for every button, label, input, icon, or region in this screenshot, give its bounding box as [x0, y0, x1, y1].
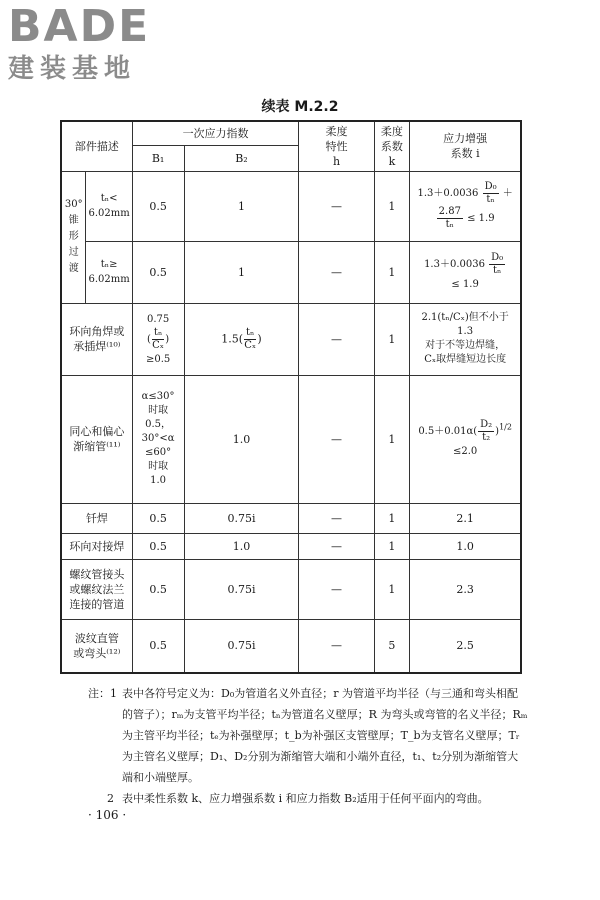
fillet-b1-frac	[152, 327, 164, 352]
cone2-i	[410, 241, 521, 303]
cone1-h: —	[299, 171, 374, 241]
reducer-i: 0.5＋0.01α( $\frac{\text{D₂}}{\text{t₂}}$ )$^{1/2}$ ≤2.0	[410, 375, 521, 503]
note-1-label: 注：1	[88, 687, 117, 700]
cone1-i-plus: ＋	[502, 188, 513, 199]
fillet-b1: 0.75 ( $\frac{\text{tₙ}}{\text{Cₓ}}$ ) ≥0.5	[132, 303, 184, 375]
cone1-condition: tₙ< 6.02mm	[86, 171, 132, 241]
logo-word: BADE	[8, 1, 151, 52]
fillet-k: 1	[374, 303, 410, 375]
corrugated-b1: 0.5	[132, 619, 184, 673]
frac-num: 2.87	[438, 206, 461, 217]
header-b2: B₂	[184, 145, 299, 171]
corrugated-h: —	[299, 619, 374, 673]
fillet-h: —	[299, 303, 374, 375]
cone2-i-frac	[489, 252, 505, 277]
reducer-i-tail: ≤2.0	[452, 446, 478, 457]
reducer-b2: 1.0	[184, 375, 299, 503]
header-b1: B₁	[132, 145, 184, 171]
cone2-condition: tₙ≥ 6.02mm	[86, 241, 132, 303]
note-2-label: 2	[107, 792, 114, 805]
butt-b2: 1.0	[184, 533, 299, 559]
frac-num: D₀	[491, 252, 504, 263]
fillet-b1-top: 0.75	[146, 313, 170, 325]
cone1-b2: 1	[184, 171, 299, 241]
logo-subtitle: 建装基地	[8, 54, 137, 84]
cone2-b2: 1	[184, 241, 299, 303]
header-flex-coef: 柔度 系数 k	[374, 121, 410, 171]
cone-label: 30° 锥 形 过 渡	[61, 171, 86, 303]
brazed-b1: 0.5	[132, 503, 184, 533]
reducer-h: —	[299, 375, 374, 503]
corrugated-desc: 波纹直管 或弯头⁽¹²⁾	[61, 619, 132, 673]
header-primary-stress: 一次应力指数	[132, 121, 299, 145]
reducer-k: 1	[374, 375, 410, 503]
brazed-b2: 0.75i	[184, 503, 299, 533]
header-flex-char: 柔度 特性 h	[299, 121, 374, 171]
fillet-b2-frac	[244, 327, 256, 352]
threaded-b2: 0.75i	[184, 559, 299, 619]
cone2-i-pre: 1.3＋0.0036	[424, 259, 485, 270]
cone1-i	[410, 171, 521, 241]
stress-index-table	[60, 120, 522, 674]
note-2-text: 表中柔性系数 k、应力增强系数 i 和应力指数 B₂适用于任何平面内的弯曲。	[122, 792, 489, 805]
frac-num: tₙ	[153, 326, 163, 338]
threaded-desc: 螺纹管接头 或螺纹法兰 连接的管道	[61, 559, 132, 619]
fillet-b1-bottom: ≥0.5	[145, 353, 171, 365]
frac-den: tₙ	[486, 194, 495, 205]
reducer-b1: α≤30° 时取 0.5， 30°<α ≤60° 时取 1.0	[132, 375, 184, 503]
frac-num: D₀	[484, 181, 497, 192]
brazed-k: 1	[374, 503, 410, 533]
frac-den: tₙ	[492, 265, 502, 276]
fillet-b2: 1.5( $\frac{\text{tₙ}}{\text{Cₓ}}$ )	[184, 303, 299, 375]
header-sif: 应力增强 系数 i	[410, 121, 521, 171]
note-2	[88, 788, 528, 809]
reducer-desc: 同心和偏心 渐缩管⁽¹¹⁾	[61, 375, 132, 503]
cone1-b1: 0.5	[132, 171, 184, 241]
reducer-i-exponent: 1/2	[499, 422, 512, 432]
corrugated-i: 2.5	[410, 619, 521, 673]
cone1-i2-frac	[437, 206, 463, 231]
cone1-k: 1	[374, 171, 410, 241]
cone2-b1: 0.5	[132, 241, 184, 303]
header-part: 部件描述	[61, 121, 132, 171]
page-number: · 106 ·	[88, 808, 127, 822]
cone2-i-tail: ≤ 1.9	[451, 279, 479, 290]
butt-b1: 0.5	[132, 533, 184, 559]
logo	[8, 1, 178, 86]
reducer-i-frac	[478, 419, 494, 444]
table-notes	[88, 683, 528, 809]
cone2-k: 1	[374, 241, 410, 303]
cone1-i-tail: ≤ 1.9	[467, 213, 495, 224]
butt-desc: 环向对接焊	[61, 533, 132, 559]
frac-den: t₂	[482, 432, 491, 443]
fillet-i: 2.1(tₙ/Cₓ)但不小于 1.3 对于不等边焊缝， Cₓ取焊缝短边长度	[410, 303, 521, 375]
note-1	[88, 683, 528, 788]
brazed-h: —	[299, 503, 374, 533]
frac-den: Cₓ	[152, 339, 165, 351]
frac-den: Cₓ	[244, 339, 257, 351]
threaded-b1: 0.5	[132, 559, 184, 619]
reducer-i-pre: 0.5＋0.01α	[418, 426, 474, 437]
frac-num: D₂	[480, 419, 493, 430]
brazed-i: 2.1	[410, 503, 521, 533]
frac-den: tₙ	[445, 219, 454, 230]
corrugated-b2: 0.75i	[184, 619, 299, 673]
table-title: 续表 M.2.2	[261, 99, 339, 115]
cone1-i-frac	[483, 181, 499, 206]
corrugated-k: 5	[374, 619, 410, 673]
butt-h: —	[299, 533, 374, 559]
note-1-text: 表中各符号定义为：D₀为管道名义外直径；r 为管道平均半径（与三通和弯头相配的管子）；rₘ为支管平均半径；tₙ为管道名义壁厚；R 为弯头或弯管的名义半径；Rₘ为主管平均半径；tₑ为补强壁厚；t_b为补强区支管壁厚；T_b为支管名义壁厚；Tᵣ为主管名义壁厚；D₁、D₂分别为渐缩管大端和小端外直径，t₁、t₂分别为渐缩管大端和小端壁厚。	[122, 687, 528, 784]
frac-num: tₙ	[246, 326, 255, 338]
fillet-desc: 环向角焊或 承插焊⁽¹⁰⁾	[61, 303, 132, 375]
butt-k: 1	[374, 533, 410, 559]
threaded-k: 1	[374, 559, 410, 619]
fillet-b2-pre: 1.5	[221, 332, 239, 345]
threaded-i: 2.3	[410, 559, 521, 619]
threaded-h: —	[299, 559, 374, 619]
brazed-desc: 钎焊	[61, 503, 132, 533]
butt-i: 1.0	[410, 533, 521, 559]
cone2-h: —	[299, 241, 374, 303]
cone1-i-pre: 1.3＋0.0036	[417, 188, 479, 199]
